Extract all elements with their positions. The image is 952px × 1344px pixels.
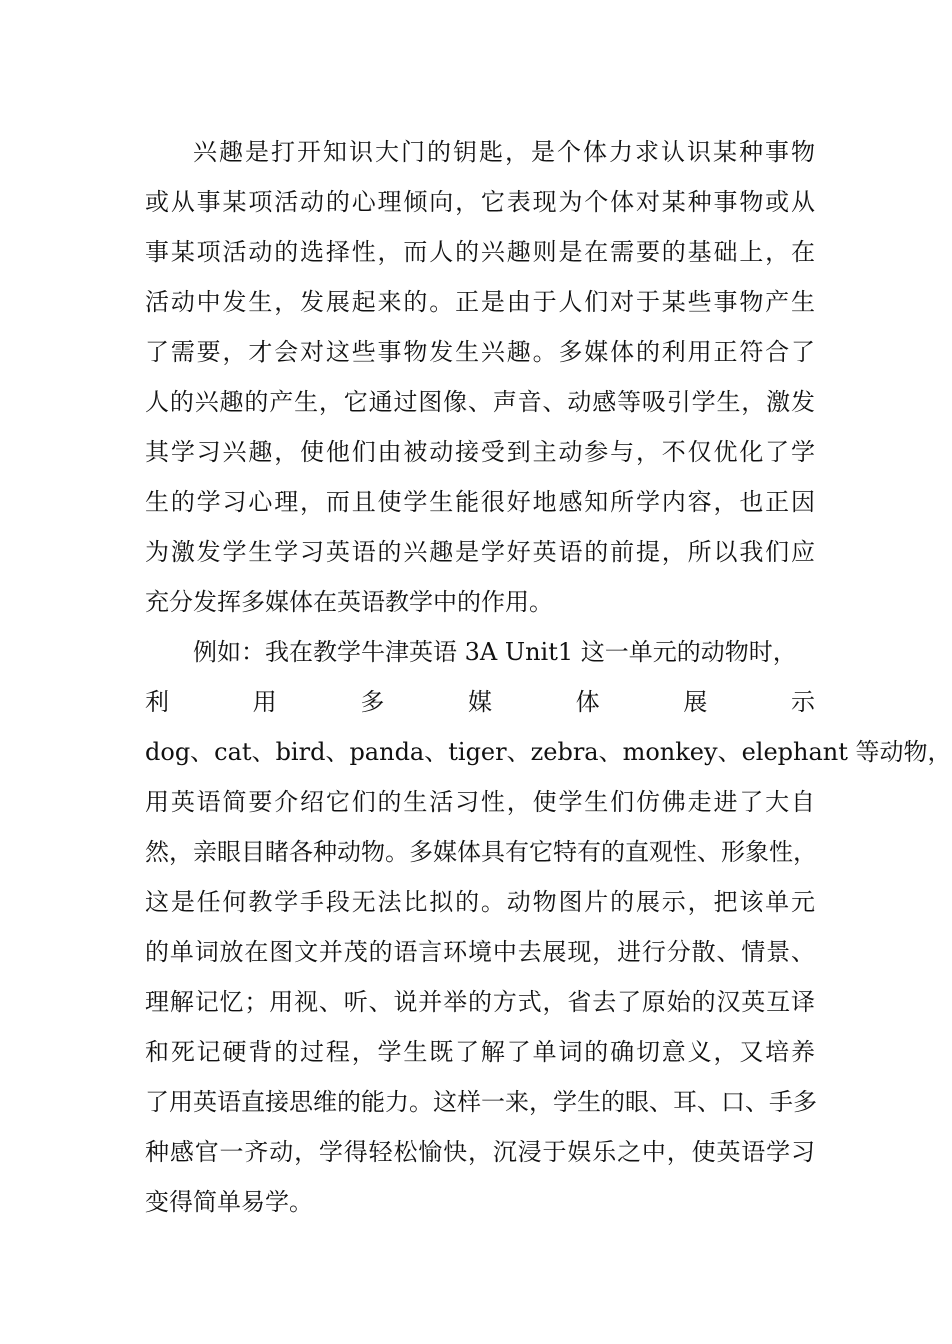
paragraph-line: 生的学习心理，而且使学生能很好地感知所学内容，也正因 [145, 488, 815, 516]
paragraph-interest [145, 127, 815, 627]
paragraph-line: 了用英语直接思维的能力。这样一来，学生的眼、耳、口、手多 [145, 1088, 817, 1116]
paragraph-line: 这是任何教学手段无法比拟的。动物图片的展示，把该单元 [145, 888, 815, 916]
paragraph-line: 了需要，才会对这些事物发生兴趣。多媒体的利用正符合了 [145, 338, 815, 366]
paragraph-line: 变得简单易学。 [145, 1188, 313, 1216]
paragraph-line: 为激发学生学习英语的兴趣是学好英语的前提，所以我们应 [145, 538, 815, 566]
paragraph-line: 用英语简要介绍它们的生活习性，使学生们仿佛走进了大自 [145, 788, 815, 816]
body-text [145, 127, 952, 1227]
paragraph-line: 兴趣是打开知识大门的钥匙，是个体力求认识某种事物 [193, 138, 815, 166]
paragraph-example [145, 627, 952, 1227]
paragraph-line: 活动中发生，发展起来的。正是由于人们对于某些事物产生 [145, 288, 815, 316]
paragraph-line: 其学习兴趣，使他们由被动接受到主动参与，不仅优化了学 [145, 438, 815, 466]
paragraph-line: 例如：我在教学牛津英语 3A Unit1 这一单元的动物时， [193, 638, 797, 666]
paragraph-line: 理解记忆；用视、听、说并举的方式，省去了原始的汉英互译 [145, 988, 815, 1016]
paragraph-line: 事某项活动的选择性，而人的兴趣则是在需要的基础上，在 [145, 238, 815, 266]
paragraph-line: 的单词放在图文并茂的语言环境中去展现，进行分散、情景、 [145, 938, 815, 966]
paragraph-line: 人的兴趣的产生，它通过图像、声音、动感等吸引学生，激发 [145, 388, 815, 416]
paragraph-line: 充分发挥多媒体在英语教学中的作用。 [145, 588, 553, 616]
paragraph-line: dog、cat、bird、panda、tiger、zebra、monkey、elephant 等动物， [145, 738, 952, 766]
paragraph-line: 利 用 多 媒 体 展 示 [145, 688, 815, 716]
paragraph-line: 然，亲眼目睹各种动物。多媒体具有它特有的直观性、形象性， [145, 838, 817, 866]
paragraph-line: 或从事某项活动的心理倾向，它表现为个体对某种事物或从 [145, 188, 815, 216]
paragraph-line: 种感官一齐动，学得轻松愉快，沉浸于娱乐之中，使英语学习 [145, 1138, 815, 1166]
paragraph-line: 和死记硬背的过程，学生既了解了单词的确切意义，又培养 [145, 1038, 815, 1066]
